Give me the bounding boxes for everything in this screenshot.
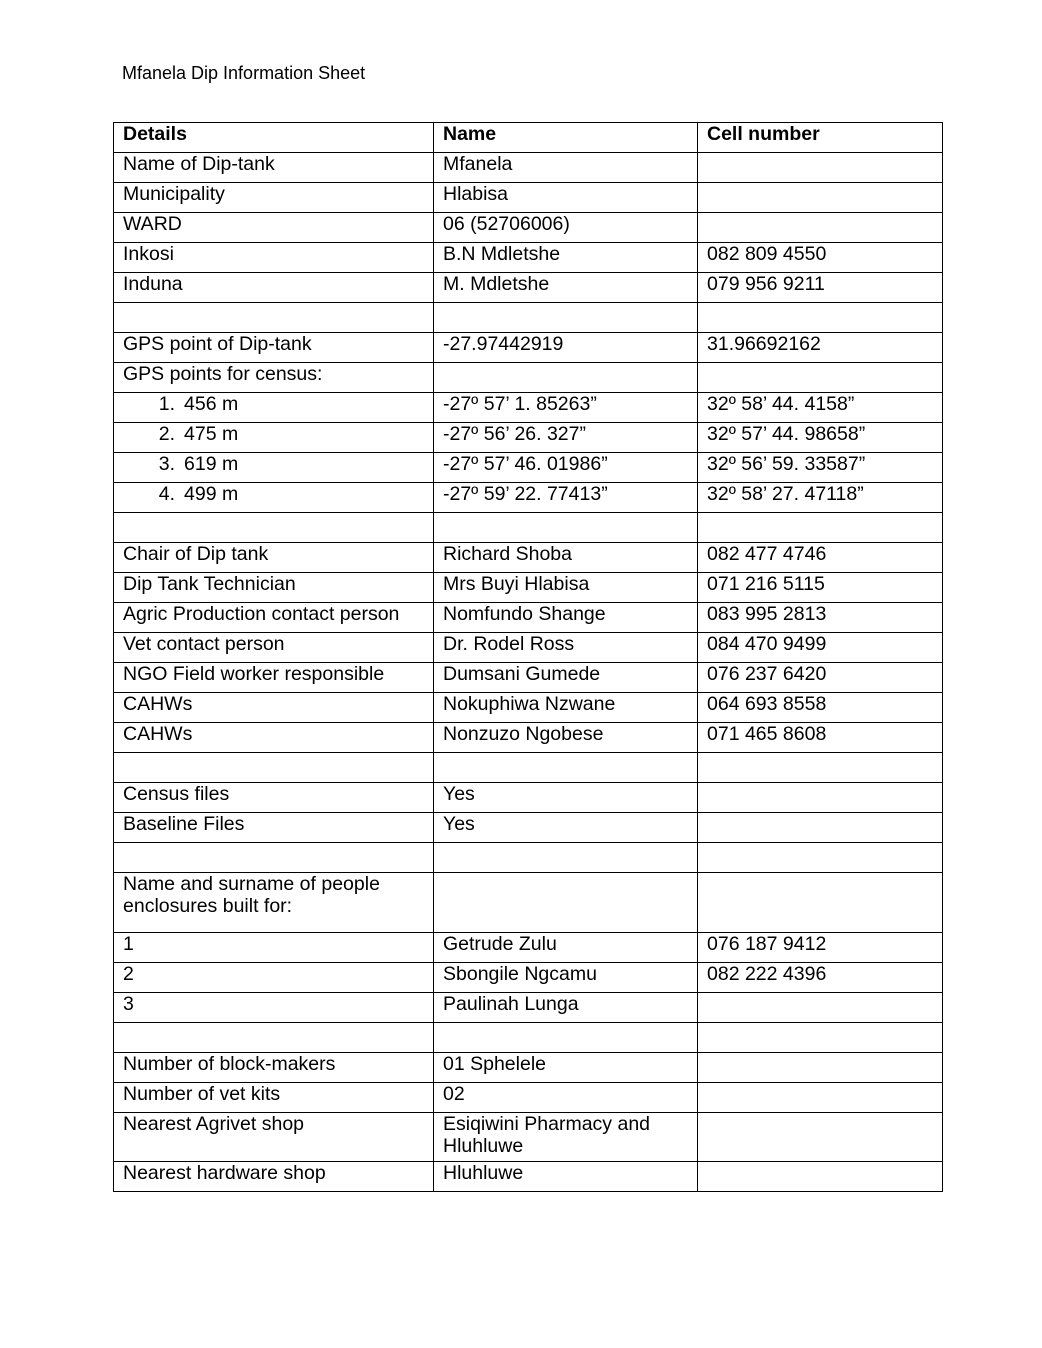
details-cell: GPS points for census: [114, 363, 434, 393]
details-cell: Dip Tank Technician [114, 573, 434, 603]
table-row [114, 963, 943, 993]
cell-number-cell: 32º 58’ 44. 4158” [698, 393, 943, 423]
details-cell [114, 513, 434, 543]
table-row [114, 873, 943, 933]
cell-number-cell [698, 363, 943, 393]
cell-number-cell: 071 216 5115 [698, 573, 943, 603]
details-cell [114, 423, 434, 453]
cell-number-cell [698, 1083, 943, 1113]
cell-number-cell: 084 470 9499 [698, 633, 943, 663]
table-header-row [114, 123, 943, 153]
name-cell: B.N Mdletshe [434, 243, 698, 273]
table-row [114, 393, 943, 423]
name-cell: 02 [434, 1083, 698, 1113]
table-row [114, 783, 943, 813]
cell-number-cell [698, 993, 943, 1023]
name-cell: Mrs Buyi Hlabisa [434, 573, 698, 603]
details-cell: Inkosi [114, 243, 434, 273]
details-cell: GPS point of Dip-tank [114, 333, 434, 363]
details-cell: Name of Dip-tank [114, 153, 434, 183]
table-row [114, 1083, 943, 1113]
details-cell: Municipality [114, 183, 434, 213]
name-cell: -27º 56’ 26. 327” [434, 423, 698, 453]
table-row-empty [114, 753, 943, 783]
name-cell [434, 873, 698, 933]
details-cell: 1 [114, 933, 434, 963]
cell-number-cell [698, 1053, 943, 1083]
details-cell: WARD [114, 213, 434, 243]
list-number: 4. [158, 483, 175, 505]
column-header-name: Name [434, 123, 698, 153]
table-row [114, 183, 943, 213]
cell-number-cell [698, 153, 943, 183]
name-cell [434, 1023, 698, 1053]
cell-number-cell: 082 477 4746 [698, 543, 943, 573]
cell-number-cell [698, 1162, 943, 1192]
details-cell [114, 303, 434, 333]
dip-information-table [113, 122, 943, 1192]
cell-number-cell: 064 693 8558 [698, 693, 943, 723]
details-cell: Number of vet kits [114, 1083, 434, 1113]
cell-number-cell [698, 1113, 943, 1162]
name-cell: Sbongile Ngcamu [434, 963, 698, 993]
cell-number-cell: 076 237 6420 [698, 663, 943, 693]
table-row [114, 693, 943, 723]
name-cell: Richard Shoba [434, 543, 698, 573]
details-cell [114, 843, 434, 873]
details-cell: 3 [114, 993, 434, 1023]
table-row [114, 603, 943, 633]
document-title: Mfanela Dip Information Sheet [122, 63, 366, 83]
table-row [114, 213, 943, 243]
cell-number-cell: 076 187 9412 [698, 933, 943, 963]
cell-number-cell [698, 1023, 943, 1053]
cell-number-cell [698, 183, 943, 213]
table-row [114, 453, 943, 483]
cell-number-cell [698, 873, 943, 933]
cell-number-cell: 082 222 4396 [698, 963, 943, 993]
table-row-empty [114, 513, 943, 543]
table-row [114, 573, 943, 603]
details-cell: Induna [114, 273, 434, 303]
table-row [114, 543, 943, 573]
name-cell: Nonzuzo Ngobese [434, 723, 698, 753]
elevation-text: 456 m [184, 393, 239, 415]
cell-number-cell: 079 956 9211 [698, 273, 943, 303]
details-cell [114, 483, 434, 513]
name-cell: 06 (52706006) [434, 213, 698, 243]
cell-number-cell: 32º 57’ 44. 98658” [698, 423, 943, 453]
table-row-empty [114, 303, 943, 333]
name-cell: Hlabisa [434, 183, 698, 213]
cell-number-cell [698, 813, 943, 843]
table-row [114, 663, 943, 693]
cell-number-cell [698, 783, 943, 813]
details-cell: Nearest Agrivet shop [114, 1113, 434, 1162]
details-cell: CAHWs [114, 693, 434, 723]
details-cell [114, 393, 434, 423]
details-cell: Name and surname of people enclosures built for: [114, 873, 434, 933]
list-number: 3. [158, 453, 175, 475]
column-header-details: Details [114, 123, 434, 153]
details-cell: NGO Field worker responsible [114, 663, 434, 693]
name-cell: -27.97442919 [434, 333, 698, 363]
name-cell: -27º 57’ 1. 85263” [434, 393, 698, 423]
table-row [114, 273, 943, 303]
cell-number-cell [698, 213, 943, 243]
name-cell: Paulinah Lunga [434, 993, 698, 1023]
name-cell: Nokuphiwa Nzwane [434, 693, 698, 723]
table-row [114, 813, 943, 843]
details-cell: Agric Production contact person [114, 603, 434, 633]
table-row [114, 993, 943, 1023]
cell-number-cell [698, 843, 943, 873]
name-cell [434, 303, 698, 333]
details-cell: Census files [114, 783, 434, 813]
cell-number-cell: 071 465 8608 [698, 723, 943, 753]
elevation-text: 475 m [184, 423, 239, 445]
table-row [114, 1113, 943, 1162]
name-cell: 01 Sphelele [434, 1053, 698, 1083]
cell-number-cell [698, 513, 943, 543]
details-cell [114, 753, 434, 783]
name-cell: Mfanela [434, 153, 698, 183]
details-cell [114, 453, 434, 483]
name-cell: Dumsani Gumede [434, 663, 698, 693]
table-row [114, 483, 943, 513]
table-row [114, 1162, 943, 1192]
details-cell: Vet contact person [114, 633, 434, 663]
details-cell: Chair of Dip tank [114, 543, 434, 573]
cell-number-cell: 31.96692162 [698, 333, 943, 363]
name-cell: Hluhluwe [434, 1162, 698, 1192]
name-cell [434, 363, 698, 393]
cell-number-cell: 083 995 2813 [698, 603, 943, 633]
name-cell: Esiqiwini Pharmacy and Hluhluwe [434, 1113, 698, 1162]
name-cell: Dr. Rodel Ross [434, 633, 698, 663]
details-cell: CAHWs [114, 723, 434, 753]
details-cell: Number of block-makers [114, 1053, 434, 1083]
cell-number-cell [698, 303, 943, 333]
cell-number-cell: 32º 58’ 27. 47118” [698, 483, 943, 513]
table-row [114, 363, 943, 393]
table-row-empty [114, 1023, 943, 1053]
table-row [114, 723, 943, 753]
name-cell [434, 843, 698, 873]
details-cell [114, 1023, 434, 1053]
table-row [114, 633, 943, 663]
cell-number-cell [698, 753, 943, 783]
cell-number-cell: 082 809 4550 [698, 243, 943, 273]
table-row [114, 333, 943, 363]
table-row-empty [114, 843, 943, 873]
list-number: 2. [158, 423, 175, 445]
table-row [114, 1053, 943, 1083]
elevation-text: 619 m [184, 453, 239, 475]
table-row [114, 933, 943, 963]
list-number: 1. [158, 393, 175, 415]
table-row [114, 153, 943, 183]
details-cell: Nearest hardware shop [114, 1162, 434, 1192]
name-cell [434, 753, 698, 783]
cell-number-cell: 32º 56’ 59. 33587” [698, 453, 943, 483]
table-row [114, 243, 943, 273]
name-cell: Yes [434, 783, 698, 813]
details-cell: 2 [114, 963, 434, 993]
name-cell: Yes [434, 813, 698, 843]
name-cell: M. Mdletshe [434, 273, 698, 303]
table-row [114, 423, 943, 453]
details-cell: Baseline Files [114, 813, 434, 843]
name-cell: -27º 57’ 46. 01986” [434, 453, 698, 483]
name-cell [434, 513, 698, 543]
column-header-cell-number: Cell number [698, 123, 943, 153]
name-cell: Getrude Zulu [434, 933, 698, 963]
name-cell: -27º 59’ 22. 77413” [434, 483, 698, 513]
elevation-text: 499 m [184, 483, 239, 505]
name-cell: Nomfundo Shange [434, 603, 698, 633]
